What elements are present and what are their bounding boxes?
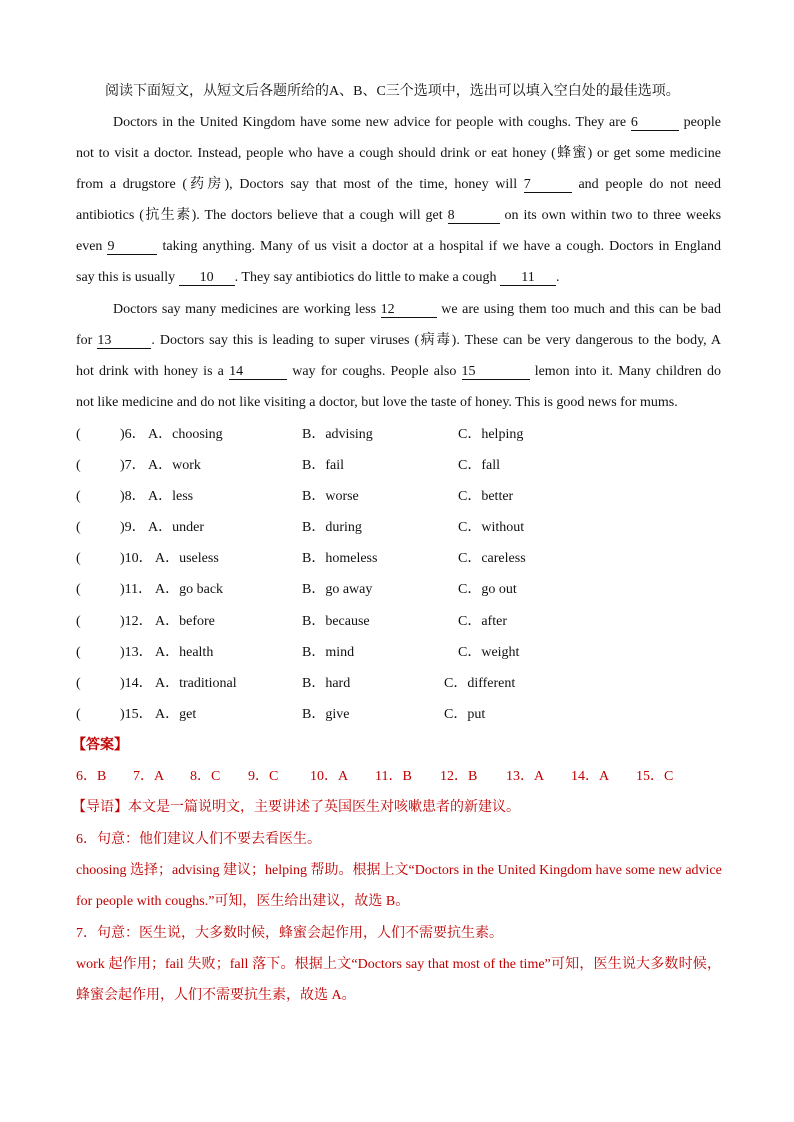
option-a[interactable]: A．less bbox=[148, 489, 194, 504]
blank-7: 7 bbox=[524, 177, 572, 193]
guide-text: 【导语】本文是一篇说明文，主要讲述了英国医生对咳嗽患者的新建议。 bbox=[72, 800, 520, 815]
option-b[interactable]: B．worse bbox=[302, 489, 359, 504]
document-page: 阅读下面短文，从短文后各题所给的A、B、C三个选项中，选出可以填入空白处的最佳选项。 Doctors in the United Kingdom have some new advice for people with coughs. They are 6 people not to visit a doctor. Instead, people who have a cough should drink or eat honey (蜂蜜) or get some medicine from a drugstore (药房), Doctors say that most of the time, honey will 7 and people do not need antibiotics (抗生素). The doctors believe that a cough will get 8 on its own within two to three weeks even 9 taking anything. Many of us visit a doctor at a hospital if we have a cough. Doctors in England say this is usually 10 . They say antibiotics do little to make a cough 11 . Doctors say many medicines are working less 12 we are using them too much and this can be bad for 13 . Doctors say this is leading to super viruses (病毒). These can be very dangerous to the body, A hot drink with honey is a 14 way for coughs. People also 15 lemon into it. Many children do not like medicine and do not like visiting a doctor, but love the taste of honey. This is good news for mums. ( )6． A．choosing B．advising C．helping ( )7． A．work B．fail C．fall ( )8． A．less B．worse C．better ( )9． A．under B．during C．without ( )10． A．useless B．homeless C．careless ( )11． A．go back B．go away C．go out ( )12． A．before B．because C．after ( )13． A．health B．mind C．weight ( )14． A．traditional B．hard C．different ( )15． A．get B．give C．put 【答案】 6．B 7．A 8．C 9．C 10．A 11．B 12．B 13．A 14．A 15．C 【导语】本文是一篇说明文，主要讲述了英国医生对咳嗽患者的新建议。 6．句意：他们建议人们不要去看医生。 choosing 选择；advising 建议；helping 帮助。根据上文“Doctors in the United Kingdom have some new advice for people with coughs.”可知，医生给出建议，故选 B。 7．句意：医生说，大多数时候，蜂蜜会起作用，人们不需要抗生素。 work 起作用；fail 失败；fall 落下。根据上文“Doctors say that most of the time”可知，医生说大多数时候， 蜂蜜会起作用，人们不需要抗生素，故选 A。 bbox=[0, 0, 794, 1122]
blank-8: 8 bbox=[448, 208, 500, 224]
passage-line: for 13 . Doctors say this is leading to super viruses (病毒). These can be very dangerous to the body, A bbox=[76, 333, 721, 348]
option-a[interactable]: A．work bbox=[148, 458, 201, 473]
option-c[interactable]: C．different bbox=[444, 676, 516, 691]
passage-line: antibiotics (抗生素). The doctors believe that a cough will get 8 on its own within two to three weeks bbox=[76, 208, 722, 223]
answer-item: 15．C bbox=[636, 769, 674, 784]
option-b[interactable]: B．because bbox=[302, 614, 370, 629]
option-c[interactable]: C．go out bbox=[458, 582, 517, 597]
option-c[interactable]: C．fall bbox=[458, 458, 500, 473]
option-c[interactable]: C．without bbox=[458, 520, 525, 535]
blank-9: 9 bbox=[107, 239, 157, 255]
answer-item: 13．A bbox=[506, 769, 545, 784]
option-c[interactable]: C．put bbox=[444, 707, 486, 722]
explanation-6-line: for people with coughs.”可知，医生给出建议，故选 B。 bbox=[76, 894, 410, 909]
blank-15: 15 bbox=[462, 364, 530, 380]
option-b[interactable]: B．advising bbox=[302, 427, 373, 442]
option-c[interactable]: C．better bbox=[458, 489, 514, 504]
blank-14: 14 bbox=[229, 364, 287, 380]
option-c[interactable]: C．after bbox=[458, 614, 507, 629]
blank-13: 13 bbox=[97, 333, 151, 349]
passage-line: not to visit a doctor. Instead, people who have a cough should drink or eat honey (蜂蜜) or get some medicine bbox=[76, 146, 721, 161]
option-a[interactable]: A．under bbox=[148, 520, 204, 535]
option-c[interactable]: C．helping bbox=[458, 427, 524, 442]
blank-6: 6 bbox=[631, 115, 679, 131]
passage-line: Doctors say many medicines are working less 12 we are using them too much and this can be bad bbox=[113, 302, 722, 317]
answer-item: 11．B bbox=[375, 769, 412, 784]
passage-line: from a drugstore (药房), Doctors say that most of the time, honey will 7 and people do not need bbox=[76, 177, 722, 192]
explanation-7-title: 7．句意：医生说，大多数时候，蜂蜜会起作用，人们不需要抗生素。 bbox=[76, 926, 503, 941]
option-a[interactable]: A．before bbox=[155, 614, 215, 629]
passage-line: hot drink with honey is a 14 way for coughs. People also 15 lemon into it. Many children do bbox=[76, 364, 722, 379]
option-b[interactable]: B．fail bbox=[302, 458, 344, 473]
option-b[interactable]: B．during bbox=[302, 520, 362, 535]
answer-item: 12．B bbox=[440, 769, 478, 784]
option-a[interactable]: A．go back bbox=[155, 582, 224, 597]
option-a[interactable]: A．useless bbox=[155, 551, 219, 566]
answer-item: 9．C bbox=[248, 769, 279, 784]
passage-line: say this is usually 10 . They say antibiotics do little to make a cough 11 . bbox=[76, 270, 560, 285]
option-a[interactable]: A．choosing bbox=[148, 427, 223, 442]
explanation-7-line: 蜂蜜会起作用，人们不需要抗生素，故选 A。 bbox=[76, 988, 356, 1003]
option-b[interactable]: B．go away bbox=[302, 582, 373, 597]
explanation-6-title: 6．句意：他们建议人们不要去看医生。 bbox=[76, 832, 321, 847]
answer-item: 6．B bbox=[76, 769, 107, 784]
option-b[interactable]: B．give bbox=[302, 707, 350, 722]
answer-key bbox=[0, 767, 794, 787]
option-a[interactable]: A．health bbox=[155, 645, 214, 660]
instruction: 阅读下面短文，从短文后各题所给的A、B、C三个选项中，选出可以填入空白处的最佳选项。 bbox=[105, 84, 680, 99]
option-a[interactable]: A．traditional bbox=[155, 676, 237, 691]
passage-line: even 9 taking anything. Many of us visit a doctor at a hospital if we have a cough. Doctors in England bbox=[76, 239, 722, 254]
blank-12: 12 bbox=[381, 302, 437, 318]
passage-line: Doctors in the United Kingdom have some new advice for people with coughs. They are 6 people bbox=[113, 115, 721, 130]
option-c[interactable]: C．careless bbox=[458, 551, 526, 566]
option-c[interactable]: C．weight bbox=[458, 645, 520, 660]
answer-item: 10．A bbox=[310, 769, 349, 784]
blank-11: 11 bbox=[500, 270, 556, 286]
explanation-6-line: choosing 选择；advising 建议；helping 帮助。根据上文“Doctors in the United Kingdom have some new advice bbox=[76, 863, 722, 878]
option-b[interactable]: B．mind bbox=[302, 645, 355, 660]
blank-10: 10 bbox=[179, 270, 235, 286]
explanation-7-line: work 起作用；fail 失败；fall 落下。根据上文“Doctors say that most of the time”可知，医生说大多数时候， bbox=[76, 957, 721, 972]
option-a[interactable]: A．get bbox=[155, 707, 197, 722]
passage-line: not like medicine and do not like visiting a doctor, but love the taste of honey. This is good news for mums. bbox=[76, 395, 678, 410]
answer-item: 14．A bbox=[571, 769, 610, 784]
answer-heading: 【答案】 bbox=[72, 738, 128, 753]
answer-item: 7．A bbox=[133, 769, 165, 784]
answer-item: 8．C bbox=[190, 769, 221, 784]
option-b[interactable]: B．hard bbox=[302, 676, 351, 691]
option-b[interactable]: B．homeless bbox=[302, 551, 378, 566]
